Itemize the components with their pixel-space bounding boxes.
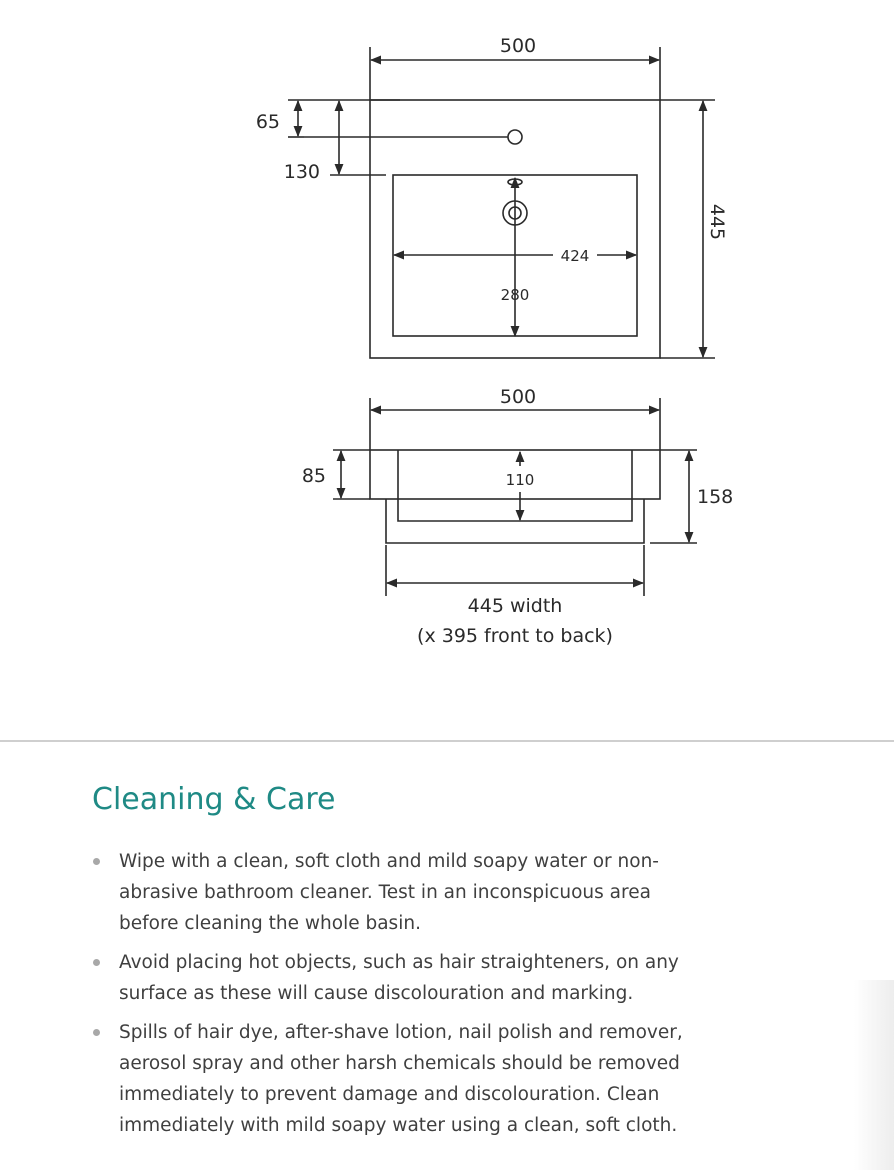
care-line: abrasive bathroom cleaner. Test in an inconspicuous area	[119, 882, 651, 903]
tap-hole	[508, 130, 522, 144]
care-line: before cleaning the whole basin.	[119, 913, 421, 934]
base-width-label: 445 width	[467, 595, 563, 617]
care-item	[92, 947, 732, 1009]
bullet-icon	[93, 959, 100, 966]
care-line: immediately with mild soapy water using a clean, soft cloth.	[119, 1115, 678, 1136]
care-line: surface as these will cause discolouration and marking.	[119, 983, 634, 1004]
base-depth-label: (x 395 front to back)	[417, 625, 613, 647]
rim-height-label: 85	[301, 465, 326, 487]
care-item	[92, 1017, 732, 1141]
care-line: Avoid placing hot objects, such as hair straighteners, on any	[119, 952, 679, 973]
bowl-offset-label: 130	[283, 161, 320, 183]
care-line: aerosol spray and other harsh chemicals should be removed	[119, 1053, 680, 1074]
total-height-label: 158	[697, 486, 734, 508]
top-width-label: 500	[499, 35, 537, 57]
care-list	[92, 846, 732, 1149]
care-item	[92, 846, 732, 939]
tap-offset-label: 65	[255, 111, 280, 133]
page-edge-shadow	[854, 980, 894, 1170]
bullet-icon	[93, 1029, 100, 1036]
care-heading: Cleaning & Care	[92, 782, 336, 817]
side-width-label: 500	[499, 386, 537, 408]
top-depth-label: 445	[706, 203, 728, 241]
bullet-icon	[93, 858, 100, 865]
section-divider	[0, 740, 894, 742]
bowl-width-label: 424	[560, 247, 590, 265]
care-line: Wipe with a clean, soft cloth and mild soapy water or non-	[119, 851, 659, 872]
bowl-height-label: 110	[505, 471, 535, 489]
care-line: immediately to prevent damage and discolouration. Clean	[119, 1084, 660, 1105]
bowl-depth-label: 280	[500, 286, 530, 304]
care-line: Spills of hair dye, after-shave lotion, nail polish and remover,	[119, 1022, 683, 1043]
